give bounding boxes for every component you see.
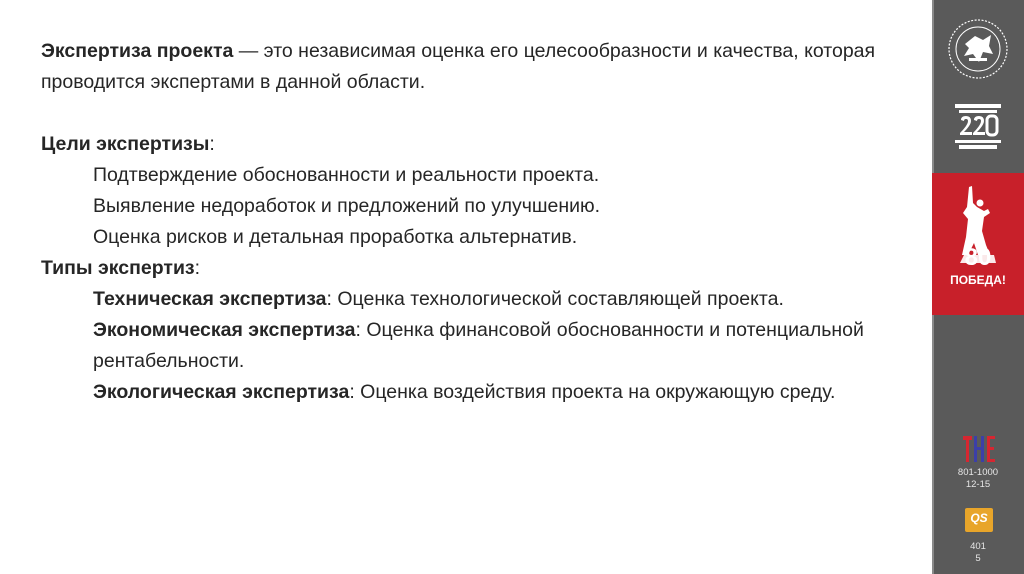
type-item: [41, 284, 901, 315]
branding-sidebar: [932, 0, 1024, 574]
slide-content: [41, 36, 901, 408]
type-description: : Оценка технологической составляющей проекта.: [326, 288, 784, 310]
goal-item: Выявление недоработок и предложений по улучшению.: [93, 195, 601, 217]
victory-text: ПОБЕДА!: [950, 273, 1006, 287]
type-item: [41, 377, 901, 408]
type-item: [41, 315, 901, 377]
intro-definition: — это независимая оценка его целесообразности и качества, которая проводится экспертами в данной области.: [41, 40, 876, 93]
type-description: : Оценка воздействия проекта на окружающую среду.: [349, 381, 836, 403]
goal-item: Оценка рисков и детальная проработка альтернатив.: [93, 226, 578, 248]
intro-paragraph: [41, 36, 901, 98]
spacer: [41, 98, 901, 129]
type-name: Экономическая экспертиза: [93, 319, 356, 341]
type-description: : Оценка финансовой обоснованности и потенциальной рентабельности.: [93, 319, 864, 372]
type-name: Экологическая экспертиза: [93, 381, 350, 403]
qs-ranking-icon: QS: [965, 508, 993, 532]
the-ranking-icon: [962, 434, 996, 464]
qs-rank-national: 5: [975, 553, 981, 564]
victory-80-banner: [932, 173, 1024, 315]
university-emblem-icon: [947, 18, 1009, 80]
intro-term: Экспертиза проекта: [41, 40, 234, 62]
qs-rank-position: 401: [970, 541, 986, 552]
goals-heading: Цели экспертизы:: [41, 133, 215, 155]
types-heading: Типы экспертиз:: [41, 257, 201, 279]
anniversary-220-icon: [951, 102, 1005, 152]
the-rank-range: 801-1000: [957, 467, 999, 478]
the-rank-national: 12-15: [965, 479, 991, 490]
goal-item: Подтверждение обоснованности и реальности проекта.: [93, 164, 600, 186]
type-name: Техническая экспертиза: [93, 288, 327, 310]
victory-number: 80: [964, 244, 992, 271]
